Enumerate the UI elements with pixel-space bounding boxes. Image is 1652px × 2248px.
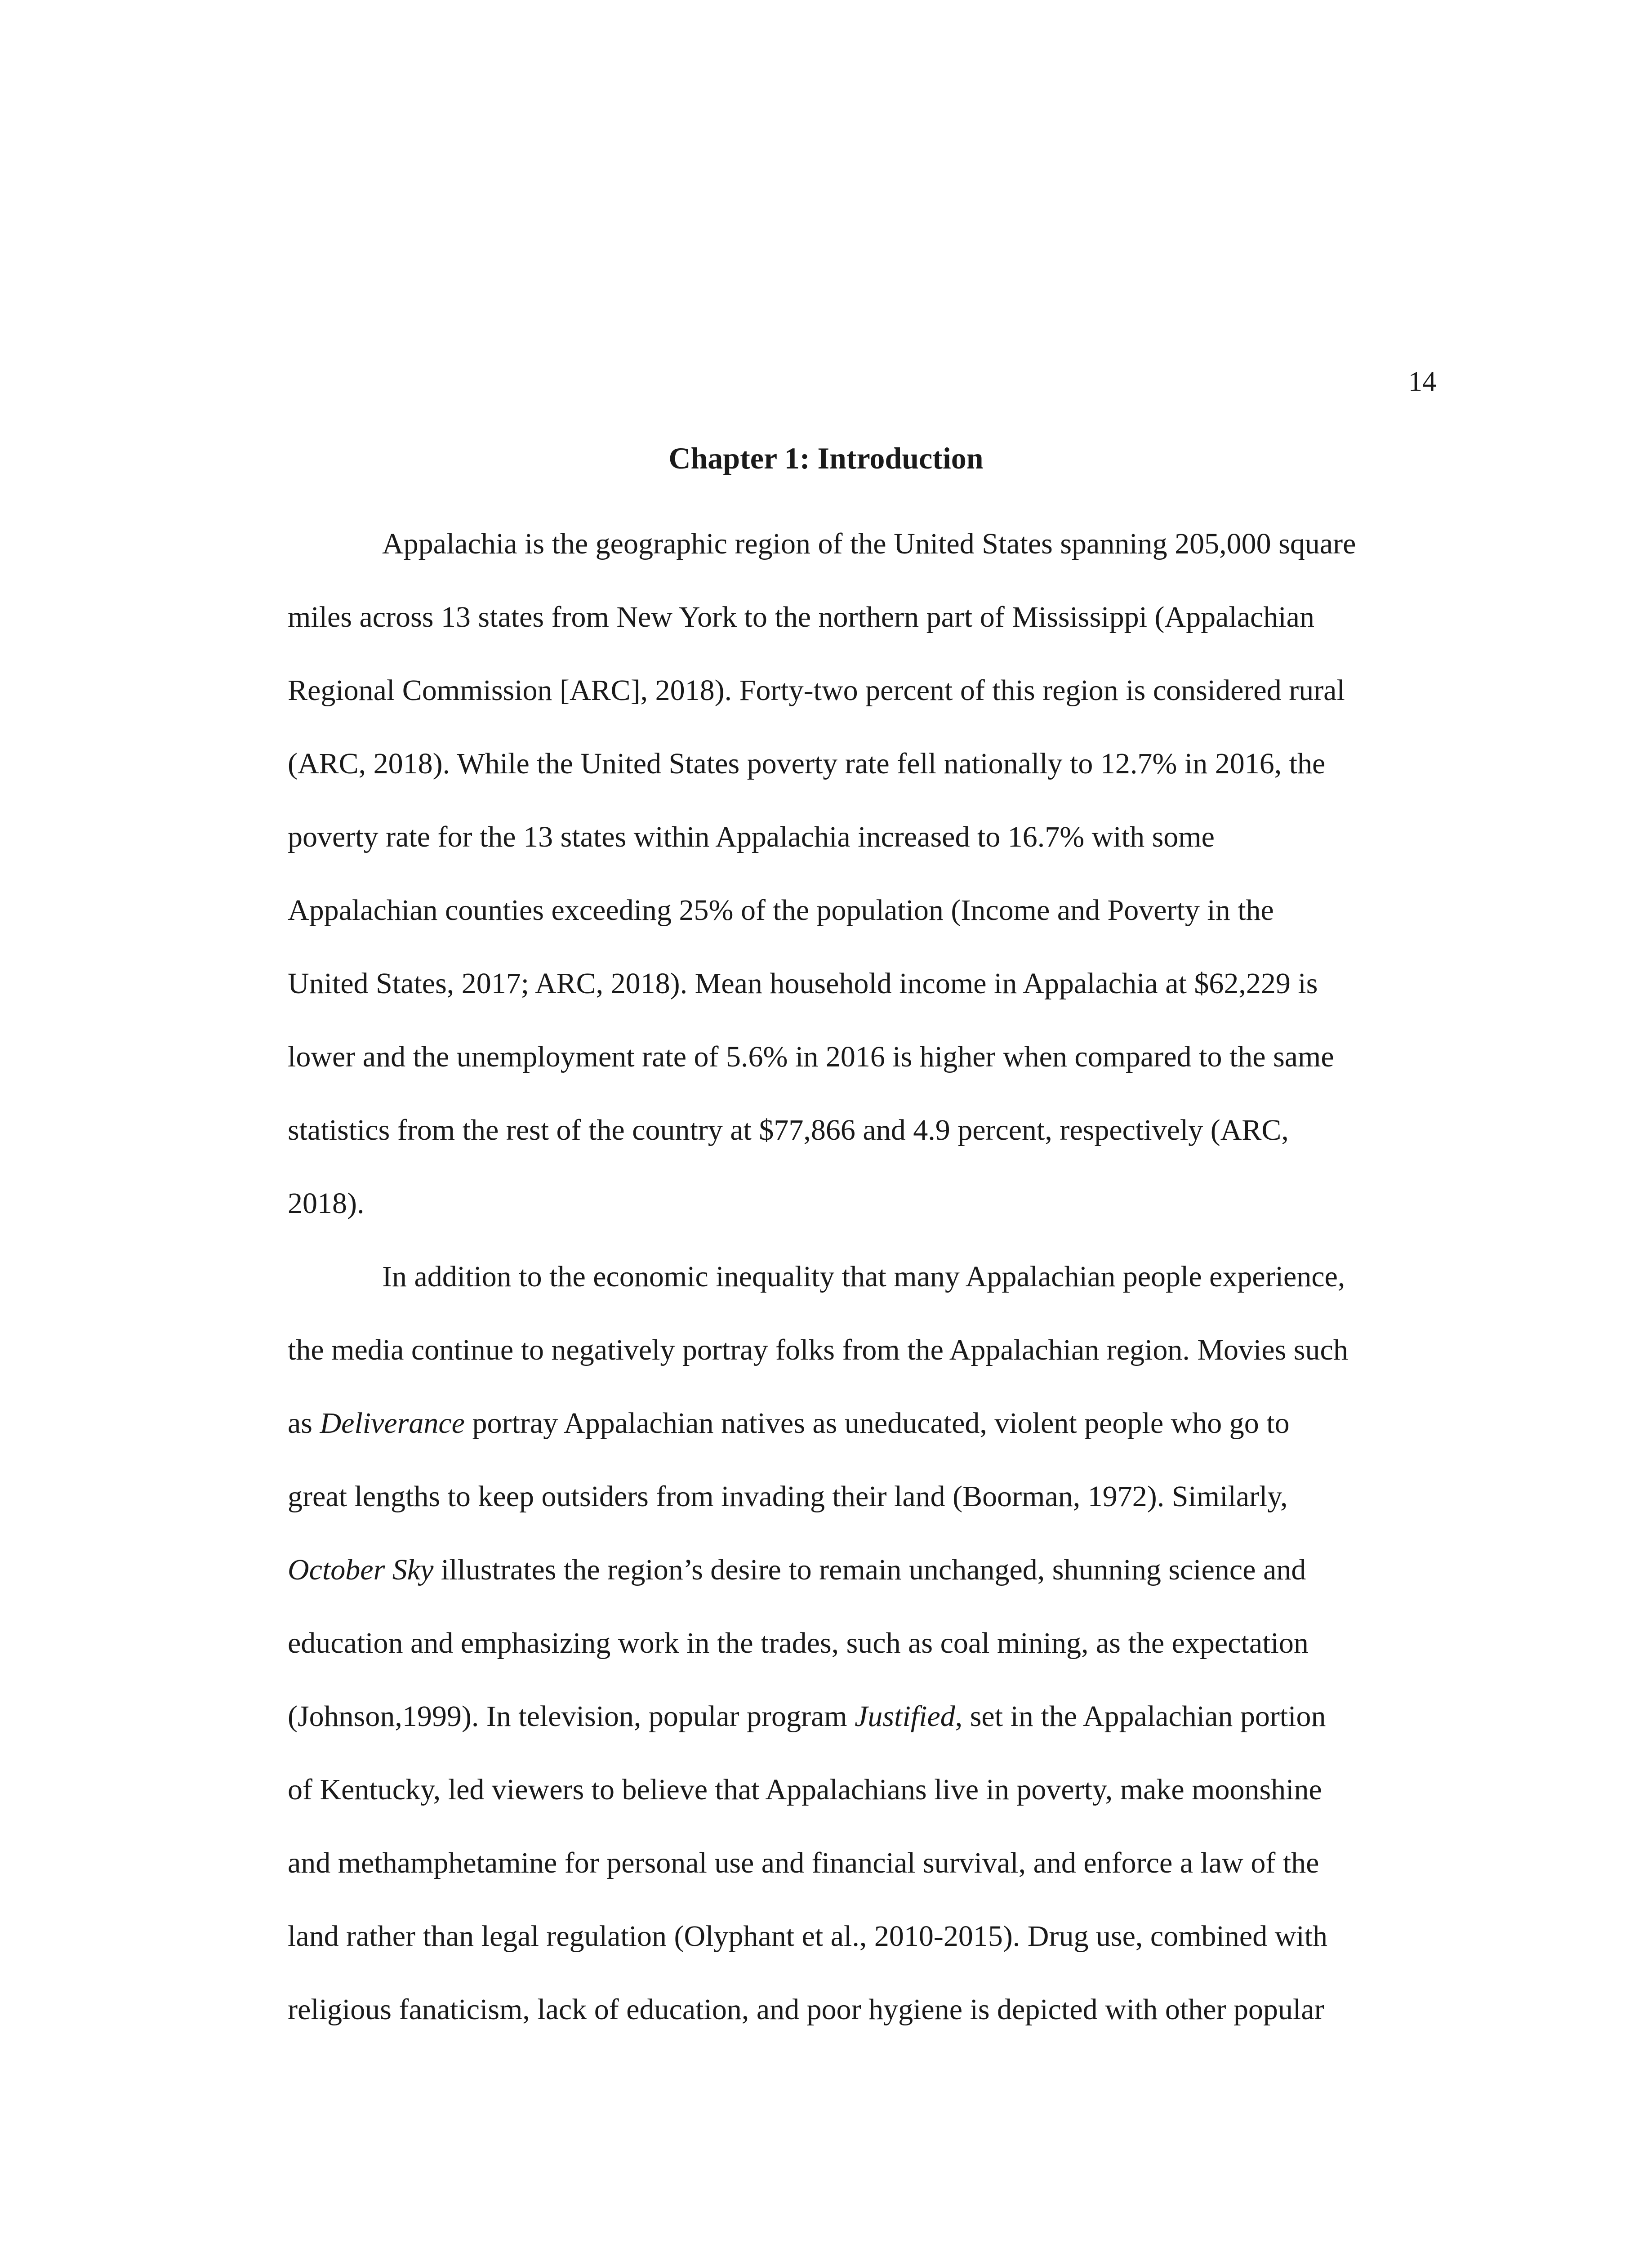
paragraph-1-line-3: Regional Commission [ARC], 2018). Forty-two percent of this region is considered rural: [288, 674, 1345, 707]
paragraph-2-line-1: In addition to the economic inequality that many Appalachian people experience,: [382, 1260, 1345, 1293]
film-title-october-sky: October Sky: [288, 1553, 434, 1586]
paragraph-1-line-5: poverty rate for the 13 states within Appalachia increased to 16.7% with some: [288, 821, 1215, 853]
paragraph-1-line-7: United States, 2017; ARC, 2018). Mean household income in Appalachia at $62,229 is: [288, 967, 1318, 1000]
text-segment: , set in the Appalachian portion: [955, 1700, 1326, 1733]
paragraph-2-line-10: land rather than legal regulation (Olyphant et al., 2010-2015). Drug use, combined with: [288, 1920, 1328, 1953]
paragraph-2-line-5: [288, 1533, 1432, 1606]
paragraph-2-line-9: and methamphetamine for personal use and financial survival, and enforce a law of the: [288, 1847, 1319, 1879]
paragraph-1-line-8: lower and the unemployment rate of 5.6% in 2016 is higher when compared to the same: [288, 1040, 1334, 1073]
paragraph-2-line-7: [288, 1680, 1432, 1753]
paragraph-2-line-6: education and emphasizing work in the trades, such as coal mining, as the expectation: [288, 1627, 1309, 1659]
show-title-justified: Justified: [855, 1700, 955, 1733]
paragraph-2-line-3: [288, 1387, 1432, 1460]
paragraph-2-line-4: great lengths to keep outsiders from invading their land (Boorman, 1972). Similarly,: [288, 1480, 1288, 1513]
text-segment: portray Appalachian natives as uneducated, violent people who go to: [464, 1407, 1290, 1440]
paragraph-1-line-2: miles across 13 states from New York to the northern part of Mississippi (Appalachian: [288, 601, 1314, 633]
text-segment: as: [288, 1407, 320, 1440]
film-title-deliverance: Deliverance: [320, 1407, 465, 1440]
page-number: 14: [1408, 366, 1436, 397]
chapter-title: Chapter 1: Introduction: [668, 441, 984, 475]
body-text: [288, 507, 1432, 2046]
paragraph-2-line-2: the media continue to negatively portray folks from the Appalachian region. Movies such: [288, 1334, 1348, 1366]
paragraph-1-line-6: Appalachian counties exceeding 25% of the population (Income and Poverty in the: [288, 894, 1274, 927]
paragraph-1-line-4: (ARC, 2018). While the United States poverty rate fell nationally to 12.7% in 2016, the: [288, 747, 1326, 780]
paragraph-2-line-8: of Kentucky, led viewers to believe that Appalachians live in poverty, make moonshine: [288, 1773, 1322, 1806]
paragraph-1-line-1: Appalachia is the geographic region of the United States spanning 205,000 square: [382, 527, 1356, 560]
paragraph-2-line-11: religious fanaticism, lack of education, and poor hygiene is depicted with other popular: [288, 1993, 1324, 2026]
paragraph-1-line-10: 2018).: [288, 1187, 365, 1220]
paragraph-1-line-9: statistics from the rest of the country at $77,866 and 4.9 percent, respectively (ARC,: [288, 1114, 1289, 1146]
text-segment: illustrates the region’s desire to remain unchanged, shunning science and: [433, 1553, 1306, 1586]
text-segment: (Johnson,1999). In television, popular program: [288, 1700, 855, 1733]
